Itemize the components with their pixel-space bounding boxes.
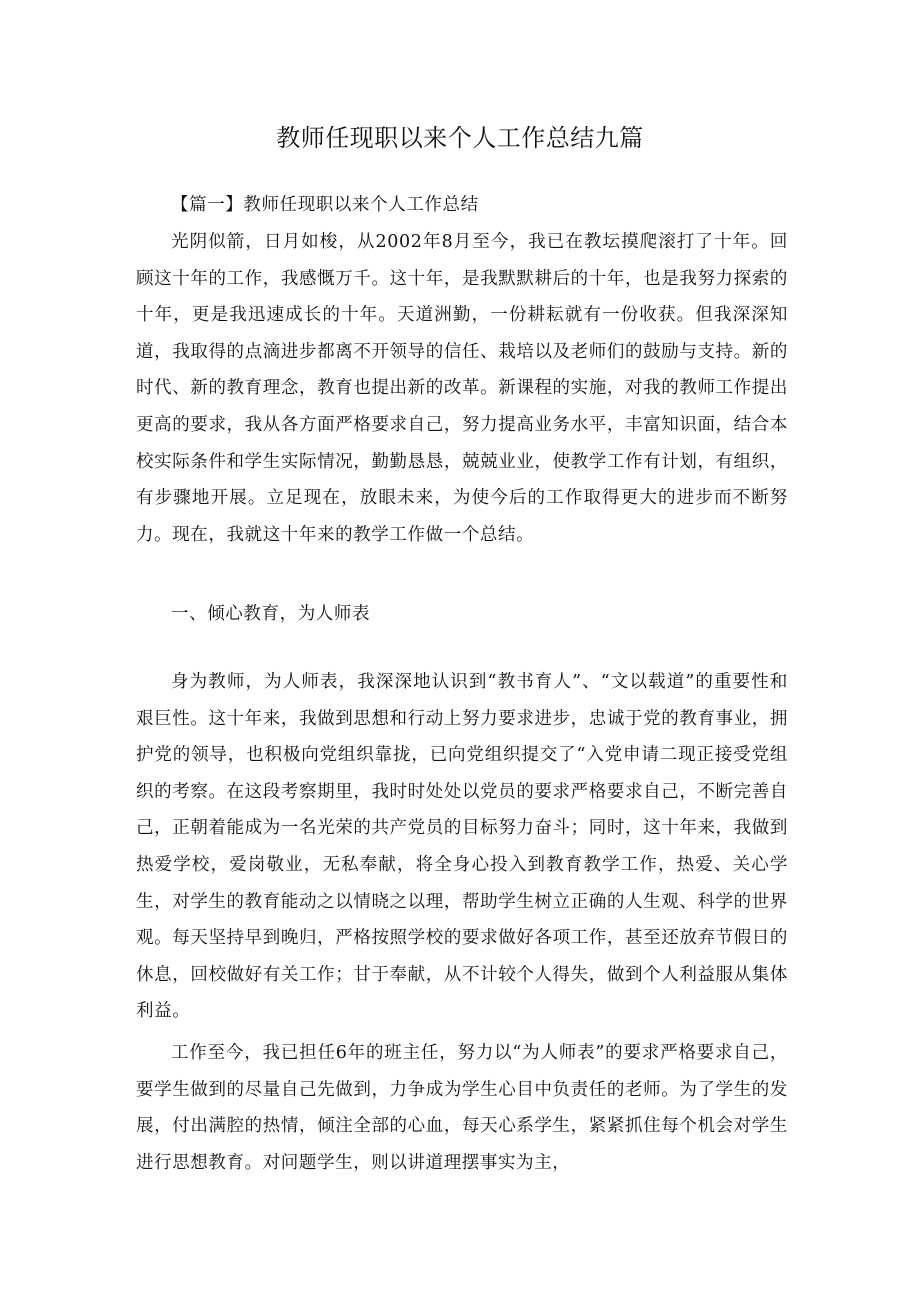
document-title: 教师任现职以来个人工作总结九篇 xyxy=(276,124,644,152)
paragraph-1: 身为教师，为人师表，我深深地认识到“教书育人”、“文以载道”的重要性和艰巨性。这十年来，我做到思想和行动上努力要求进步，忠诚于党的教育事业，拥护党的领导，也积极向党组织靠拢，已向党组织提交了“入党申请二现正接受党组织的考察。在这段考察期里，我时时处处以党员的要求严格要求自己，不断完善自己，正朝着能成为一名光荣的共产党员的目标努力奋斗；同时，这十年来，我做到热爱学校，爱岗敬业，无私奉献，将全身心投入到教育教学工作，热爱、关心学生，对学生的教育能动之以情晓之以理，帮助学生树立正确的人生观、科学的世界观。每天坚持早到晚归，严格按照学校的要求做好各项工作，甚至还放弃节假日的休息，回校做好有关工作；甘于奉献，从不计较个人得失，做到个人利益服从集体利益。 xyxy=(136,672,788,1022)
paragraph-intro: 光阴似箭，日月如梭，从2002年8月至今，我已在教坛摸爬滚打了十年。回顾这十年的工作，我感慨万千。这十年，是我默默耕后的十年，也是我努力探索的十年，更是我迅速成长的十年。天道洲勤，一份耕耘就有一份收获。但我深深知道，我取得的点滴进步都离不开领导的信任、栽培以及老师们的鼓励与支持。新的时代、新的教育理念，教育也提出新的改革。新课程的实施，对我的教师工作提出更高的要求，我从各方面严格要求自己，努力提高业务水平，丰富知识面，结合本校实际条件和学生实际情况，勤勤恳恳，兢兢业业，使教学工作有计划，有组织，有步骤地开展。立足现在，放眼未来，为使今后的工作取得更大的进步而不断努力。现在，我就这十年来的教学工作做一个总结。 xyxy=(136,232,788,545)
paragraph-2: 工作至今，我已担任6年的班主任，努力以“为人师表”的要求严格要求自己，要学生做到的尽量自己先做到，力争成为学生心目中负责任的老师。为了学生的发展，付出满腔的热情，倾注全部的心血，每天心系学生，紧紧抓住每个机会对学生进行思想教育。对问题学生，则以讲道理摆事实为主， xyxy=(136,1043,788,1173)
section-heading-1: 一、倾心教育，为人师表 xyxy=(171,604,371,624)
section-label: 【篇一】教师任现职以来个人工作总结 xyxy=(171,195,479,215)
